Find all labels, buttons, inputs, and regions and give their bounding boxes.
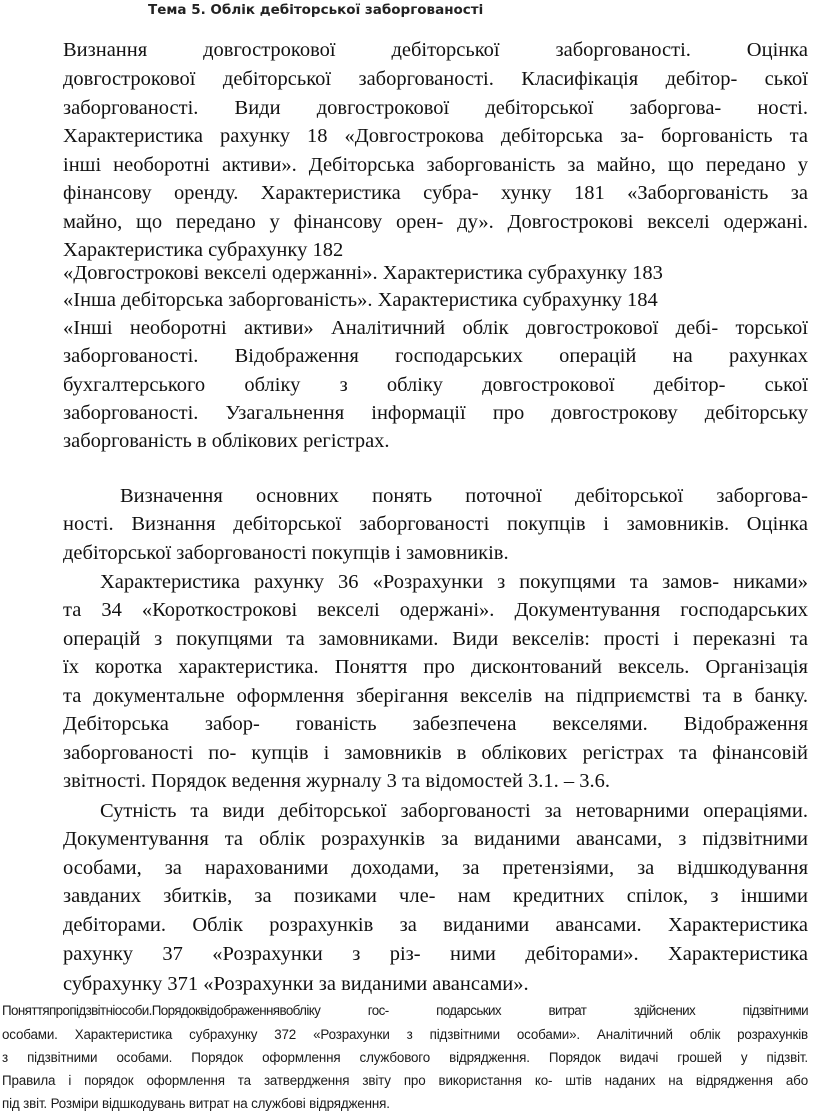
paragraph-line: їх коротка характеристика. Поняття про дисконтований вексель. Організація: [63, 656, 808, 678]
footnote-line: Правила і порядок оформлення та затвердження звіту про використання ко- штів наданих на відрядження або: [2, 1073, 808, 1088]
footnote-line: під звіт. Розміри відшкодувань витрат на службові відрядження.: [2, 1096, 390, 1111]
paragraph-line: заборгованості. Відображення господарських операцій на рахунках: [63, 345, 808, 367]
paragraph-line: «Довгострокові векселі одержанні». Характеристика субрахунку 183: [63, 262, 663, 284]
paragraph-line: бухгалтерського обліку з обліку довгострокової дебітор- ської: [63, 374, 808, 396]
paragraph-line: інші необоротні активи». Дебіторська заборгованість за майно, що передано у: [63, 154, 808, 176]
paragraph-line: «Інші необоротні активи» Аналітичний облік довгострокової дебі- торської: [63, 317, 808, 339]
paragraph-line: звітності. Порядок ведення журналу 3 та відомостей 3.1. – 3.6.: [63, 770, 611, 792]
paragraph-line: та документальне оформлення зберігання векселів на підприємстві та в банку.: [63, 685, 808, 707]
footnote-line: з підзвітними особами. Порядок оформлення службового відрядження. Порядок видачі грошей у підзвіт.: [2, 1050, 808, 1065]
paragraph-line: рахунку 37 «Розрахунки з різ- ними дебіторами». Характеристика: [63, 943, 808, 965]
paragraph-line: заборгованості по- купців і замовників в облікових регістрах та фінансовій: [63, 742, 808, 764]
paragraph-line: Документування та облік розрахунків за виданими авансами, з підзвітними: [63, 828, 808, 850]
footnote-line: особами. Характеристика субрахунку 372 «Розрахунки з підзвітними особами». Аналітичний облік розрахунків: [2, 1027, 808, 1042]
paragraph-line: особами, за нарахованими доходами, за претензіями, за відшкодування: [63, 857, 808, 879]
paragraph-line: Характеристика рахунку 36 «Розрахунки з покупцями та замов- никами»: [100, 571, 808, 593]
footnote-line: Поняттяпропідзвітніособи.Порядоквідображеннявобліку гос- подарських витрат здійснених підзвітними: [2, 1003, 808, 1018]
paragraph-line: ності. Визнання дебіторської заборгованості покупців і замовників. Оцінка: [63, 513, 808, 535]
paragraph-line: заборгованості. Види довгострокової дебіторської заборгова- ності.: [63, 97, 808, 119]
paragraph-line: Дебіторська забор- гованість забезпечена векселями. Відображення: [63, 713, 808, 735]
paragraph-line: заборгованість в облікових регістрах.: [63, 430, 390, 452]
paragraph-line: завданих збитків, за позиками чле- нам кредитних спілок, з іншими: [63, 885, 808, 907]
paragraph-line: довгострокової дебіторської заборгованості. Класифікація дебітор- ської: [63, 68, 808, 90]
paragraph-line: заборгованості. Узагальнення інформації про довгострокову дебіторську: [63, 402, 808, 424]
paragraph-line: майно, що передано у фінансову орен- ду». Довгострокові векселі одержані.: [63, 211, 808, 233]
paragraph-line: Характеристика субрахунку 182: [63, 239, 344, 261]
paragraph-line: Характеристика рахунку 18 «Довгострокова дебіторська за- боргованість та: [63, 125, 808, 147]
paragraph-line: «Інша дебіторська заборгованість». Характеристика субрахунку 184: [63, 289, 658, 311]
paragraph-line: та 34 «Короткострокові векселі одержані». Документування господарських: [63, 599, 808, 621]
paragraph-line: Визначення основних понять поточної дебіторської заборгова-: [120, 485, 808, 507]
paragraph-line: операцій з покупцями та замовниками. Види векселів: прості і переказні та: [63, 628, 808, 650]
paragraph-line: дебіторами. Облік розрахунків за виданими авансами. Характеристика: [63, 914, 808, 936]
paragraph-line: Визнання довгострокової дебіторської заборгованості. Оцінка: [63, 39, 808, 61]
paragraph-line: дебіторської заборгованості покупців і замовників.: [63, 542, 509, 564]
page-header-title: Тема 5. Облік дебіторської заборгованості: [148, 2, 484, 18]
paragraph-line: Сутність та види дебіторської заборгованості за нетоварними операціями.: [100, 800, 808, 822]
paragraph-line: субрахунку 371 «Розрахунки за виданими авансами».: [63, 973, 529, 995]
paragraph-line: фінансову оренду. Характеристика субра- хунку 181 «Заборгованість за: [63, 182, 808, 204]
